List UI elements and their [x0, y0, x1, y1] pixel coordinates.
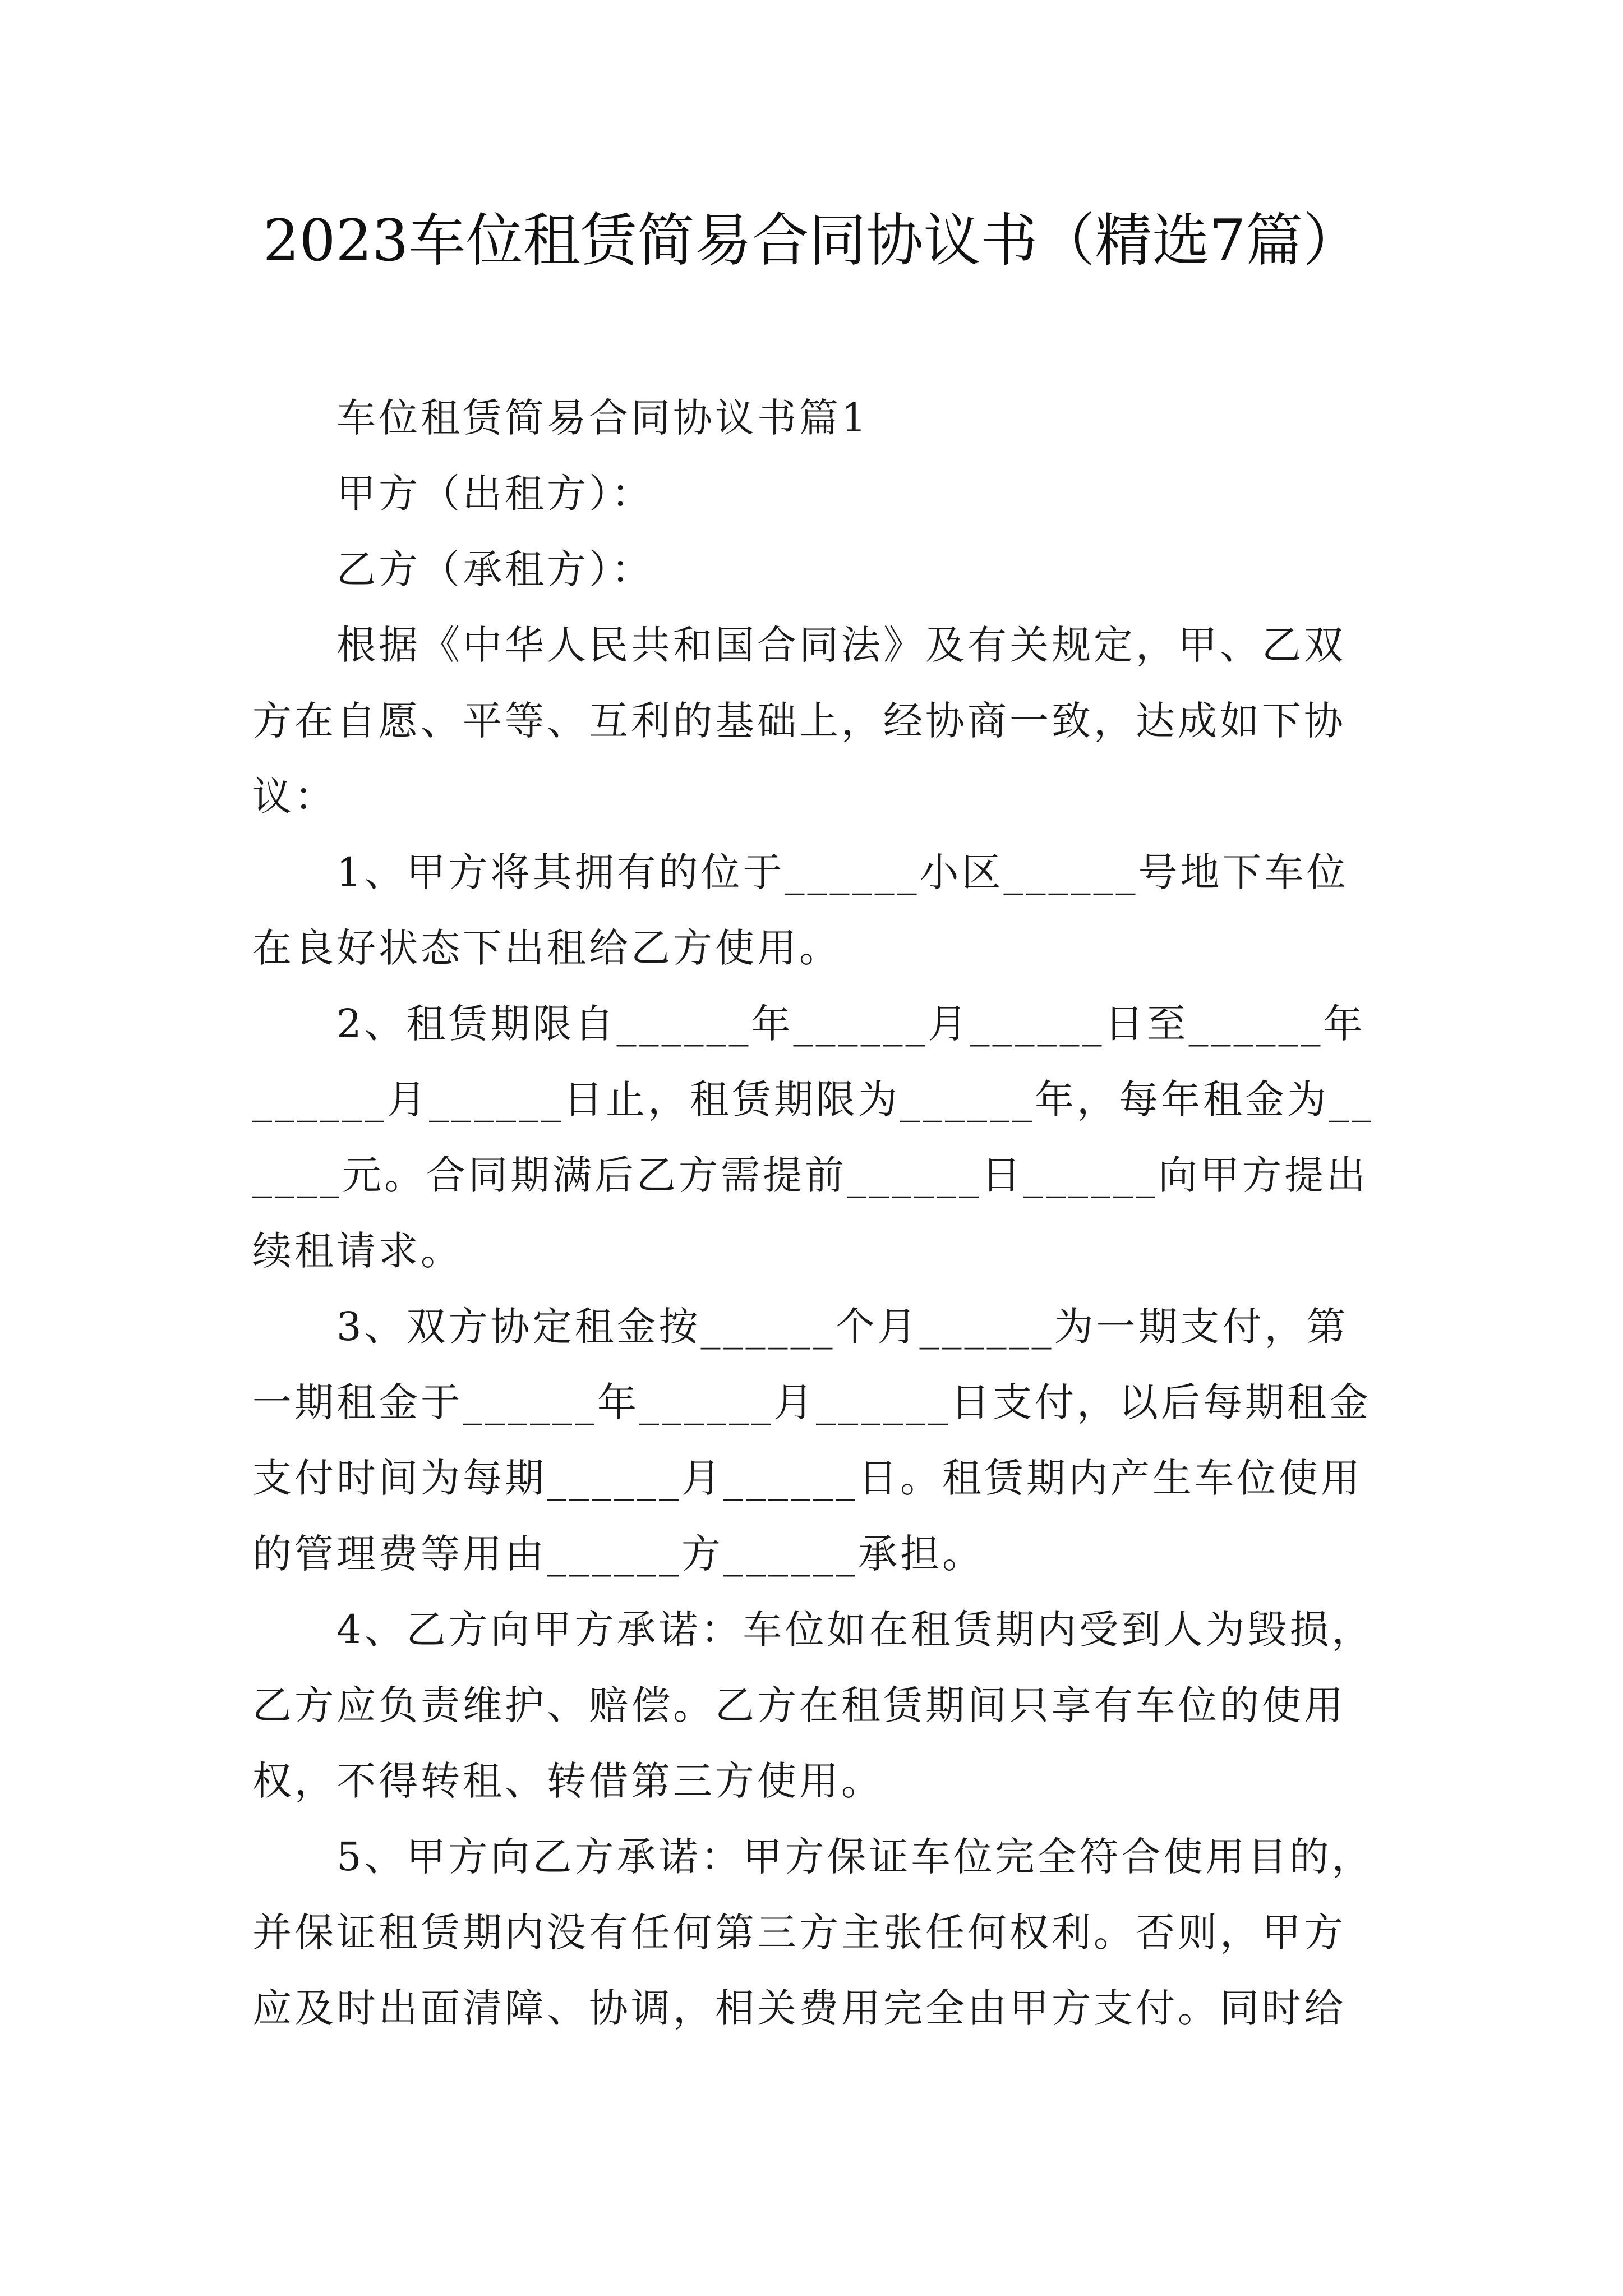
preamble-paragraph: 根据《中华人民共和国合同法》及有关规定，甲、乙双方在自愿、平等、互利的基础上，经协商一致，达成如下协议： — [252, 622, 1346, 820]
party-a-line: 甲方（出租方）： — [336, 471, 653, 517]
document-title: 2023车位租赁简易合同协议书（精选7篇） — [262, 208, 1361, 274]
clause-3: 3、双方协定租金按______个月______为一期支付，第一期租金于______年______月______日支付，以后每期租金支付时间为每期______月______日。租赁期内产生车位使用的管理费等用由______方______承担。 — [252, 1304, 1371, 1577]
clause-5: 5、甲方向乙方承诺：甲方保证车位完全符合使用目的，并保证租赁期内没有任何第三方主张任何权利。否则，甲方应及时出面清障、协调，相关费用完全由甲方支付。同时给 — [252, 1834, 1374, 2031]
clause-4: 4、乙方向甲方承诺：车位如在租赁期内受到人为毁损，乙方应负责维护、赔偿。乙方在租赁期间只享有车位的使用权，不得转租、转借第三方使用。 — [252, 1607, 1374, 1804]
party-b-line: 乙方（承租方）： — [336, 546, 653, 592]
section-heading: 车位租赁简易合同协议书篇1 — [336, 395, 869, 441]
document-body — [252, 380, 1380, 2046]
clause-1: 1、甲方将其拥有的位于______小区______号地下车位在良好状态下出租给乙方使用。 — [252, 849, 1349, 971]
clause-2: 2、租赁期限自______年______月______日至______年______月______日止，租赁期限为______年，每年租金为______元。合同期满后乙方需提前______日______向甲方提出续租请求。 — [252, 1001, 1374, 1274]
